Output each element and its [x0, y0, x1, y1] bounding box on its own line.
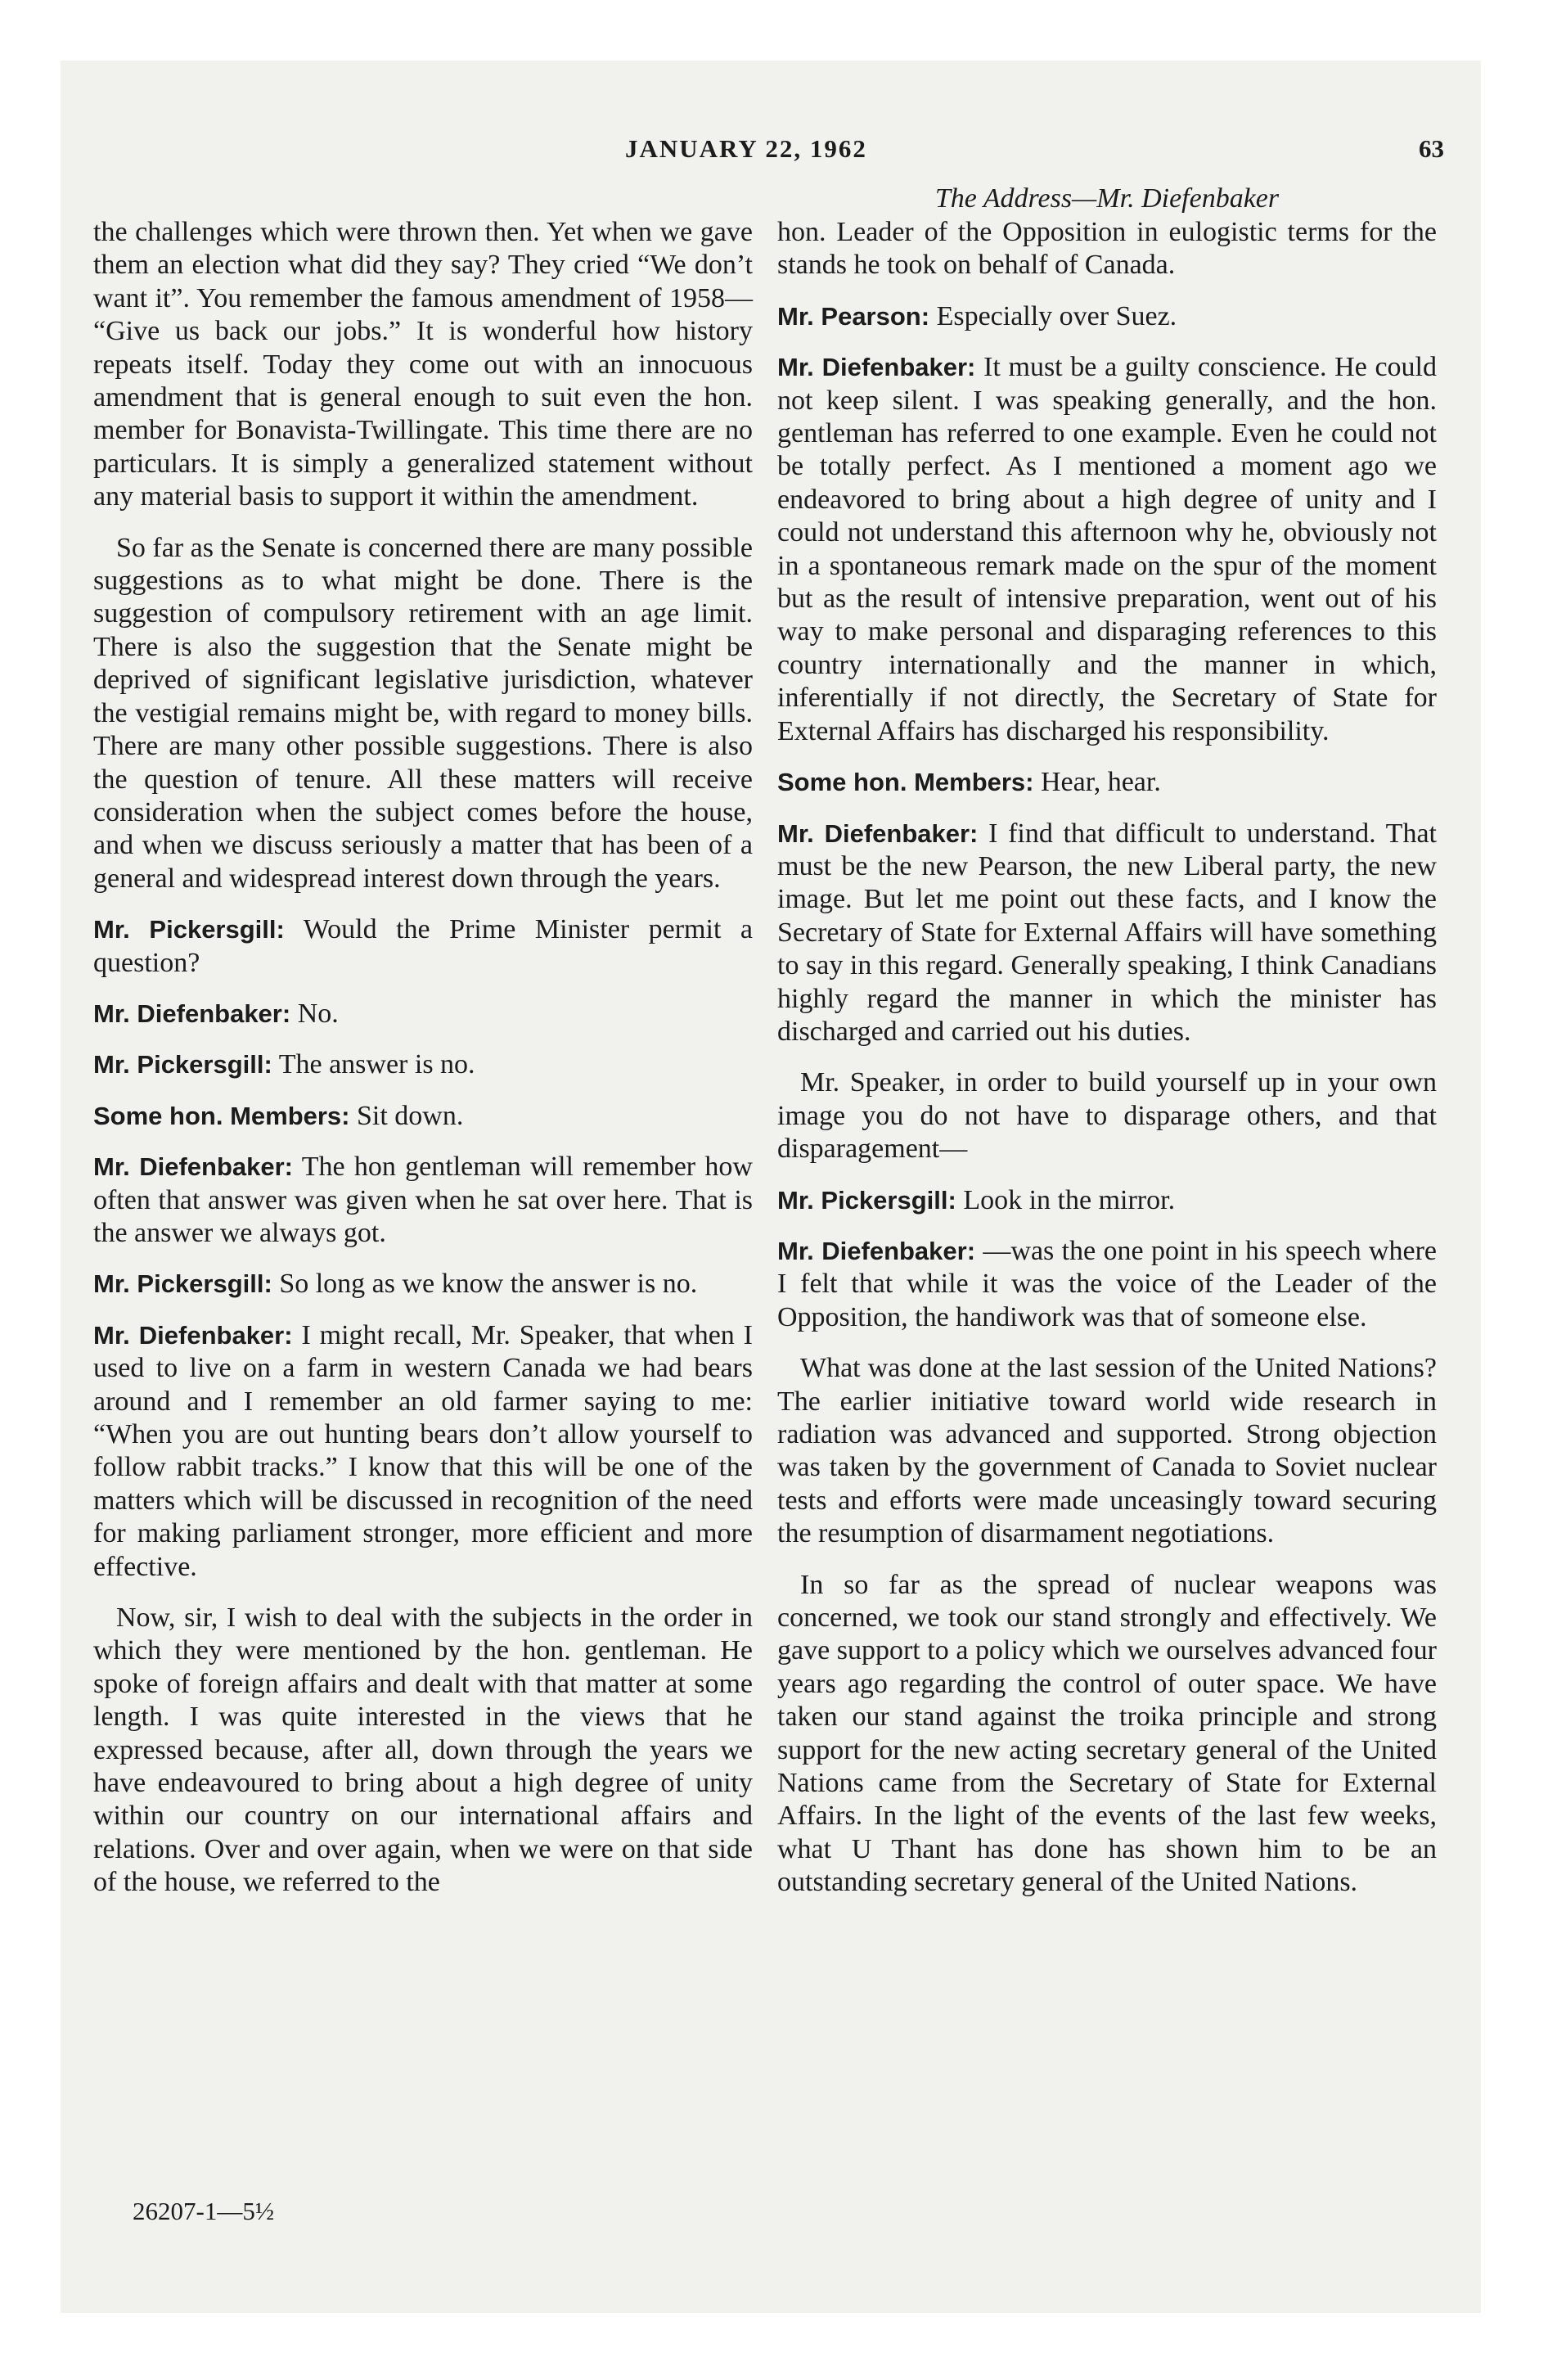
speech-text: Would the Prime Minister permit a question?	[93, 914, 754, 978]
continued-paragraph: hon. Leader of the Opposition in eulogistic terms for the stands he took on behalf of Canada.	[777, 217, 1437, 281]
speaker-name: Mr. Diefenbaker:	[777, 353, 976, 382]
speech-paragraph	[93, 1048, 753, 1081]
speech-text: The hon gentleman will remember how often that answer was given when he sat over here. That is the answer we always got.	[93, 1152, 753, 1248]
speech-paragraph	[777, 1235, 1437, 1334]
speaker-name: Mr. Diefenbaker:	[93, 998, 291, 1028]
continued-paragraph: the challenges which were thrown then. Yet when we gave them an election what did they say? They cried “We don’t want it”. You remember the famous amendment of 1958— “Give us back our jobs.” It is wonderful how history repeats itself. Today they come out with an innocuous amendment that is general enough to suit even the hon. member for Bonavista-Twillingate. This time there are no particulars. It is simply a generalized statement without any material basis to support it within the amendment.	[93, 217, 753, 512]
speech-paragraph	[777, 766, 1437, 799]
speech-paragraph	[93, 913, 753, 980]
speaker-name: Mr. Pickersgill:	[93, 1050, 272, 1080]
speech-paragraph	[93, 1100, 753, 1133]
speech-text: I find that difficult to understand. That must be the new Pearson, the new Liberal party, the new image. But let me point out these facts, and I know the Secretary of State for External Affairs will have something to say in this regard. Generally speaking, I think Canadians highly regard the manner in which the minister has discharged and carried out his duties.	[777, 818, 1437, 1047]
speech-text: Sit down.	[357, 1100, 464, 1131]
speech-paragraph	[93, 1319, 753, 1584]
speech-text: I might recall, Mr. Speaker, that when I used to live on a farm in western Canada we had bears around and I remember an old farmer saying to me: “When you are out hunting bears don’t allow yourself to follow rabbit tracks.” I know that this will be one of the matters which will be discussed in recognition of the need for making parliament stronger, more efficient and more effective.	[93, 1319, 753, 1582]
signature-mark: 26207-1—5½	[133, 2197, 275, 2225]
header-date: JANUARY 22, 1962	[625, 134, 867, 163]
speech-text: Hear, hear.	[1041, 767, 1161, 798]
speech-text: The answer is no.	[278, 1049, 475, 1080]
speaker-name: Mr. Pickersgill:	[93, 915, 285, 944]
paragraph: What was done at the last session of the United Nations? The earlier initiative toward world wide research in radiation was advanced and supported. Strong objection was taken by the government of Canada to Soviet nuclear tests and efforts were made unceasingly toward securing the resumption of disarmament negotiations.	[777, 1353, 1437, 1549]
speaker-name: Mr. Pickersgill:	[93, 1269, 272, 1299]
speech-text: Look in the mirror.	[963, 1184, 1176, 1215]
speech-paragraph	[93, 998, 753, 1030]
speech-text: So long as we know the answer is no.	[279, 1269, 698, 1300]
speaker-name: Mr. Pearson:	[777, 301, 930, 331]
right-column	[777, 216, 1437, 1918]
running-title: The Address—Mr. Diefenbaker	[934, 183, 1280, 214]
speaker-name: Mr. Pickersgill:	[777, 1185, 956, 1215]
speaker-name: Mr. Diefenbaker:	[93, 1152, 293, 1182]
speech-text: No.	[297, 998, 339, 1029]
speaker-name: Mr. Diefenbaker:	[777, 1236, 976, 1265]
speaker-name: Mr. Diefenbaker:	[777, 818, 979, 848]
speech-paragraph	[93, 1151, 753, 1250]
paragraph: Mr. Speaker, in order to build yourself up in your own image you do not have to disparage others, and that disparagement—	[777, 1067, 1437, 1165]
speech-paragraph	[777, 818, 1437, 1049]
page-header	[61, 134, 1481, 175]
speech-text: It must be a guilty conscience. He could not keep silent. I was speaking generally, and the hon. gentleman has referred to one example. Even he could not be totally perfect. As I mentioned a moment ago we endeavored to bring about a high degree of unity and I could not understand this afternoon why he, obviously not in a spontaneous remark made on the spur of the moment but as the result of intensive preparation, went out of his way to make personal and disparaging references to this country internationally and the manner in which, inferentially if not directly, the Secretary of State for External Affairs has discharged his responsibility.	[777, 352, 1438, 746]
speech-paragraph	[777, 351, 1437, 748]
speech-text: —was the one point in his speech where I felt that while it was the voice of the Leader of the Opposition, the handiwork was that of someone else.	[777, 1235, 1437, 1332]
speaker-name: Some hon. Members:	[93, 1101, 350, 1130]
speech-text: Especially over Suez.	[936, 300, 1177, 331]
speaker-name: Some hon. Members:	[777, 768, 1034, 797]
speech-paragraph	[93, 1268, 753, 1300]
speech-paragraph	[777, 1184, 1437, 1217]
speech-paragraph	[777, 300, 1437, 333]
speaker-name: Mr. Diefenbaker:	[93, 1320, 293, 1350]
paragraph: So far as the Senate is concerned there are many possible suggestions as to what might be done. There is the suggestion of compulsory retirement with an age limit. There is also the suggestion that the Senate might be deprived of significant legislative jurisdiction, whatever the vestigial remains might be, with regard to money bills. There are many other possible suggestions. There is also the question of tenure. All these matters will receive consideration when the subject comes before the house, and when we discuss seriously a matter that has been of a general and widespread interest down through the years.	[93, 532, 753, 894]
paragraph: In so far as the spread of nuclear weapons was concerned, we took our stand strongly and effectively. We gave support to a policy which we ourselves advanced four years ago regarding the control of outer space. We have taken our stand against the troika principle and strong support for the new acting secretary general of the United Nations came from the Secretary of State for External Affairs. In the light of the events of the last few weeks, what U Thant has done has shown him to be an outstanding secretary general of the United Nations.	[777, 1569, 1437, 1898]
page-number: 63	[1419, 134, 1444, 163]
scanned-page	[61, 61, 1481, 2313]
paragraph: Now, sir, I wish to deal with the subjects in the order in which they were mentioned by the hon. gentleman. He spoke of foreign affairs and dealt with that matter at some length. I was quite interested in the views that he expressed because, after all, down through the years we have endeavoured to bring about a high degree of unity within our country on our international affairs and relations. Over and over again, when we were on that side of the house, we referred to the	[93, 1602, 753, 1898]
left-column	[93, 216, 753, 1918]
